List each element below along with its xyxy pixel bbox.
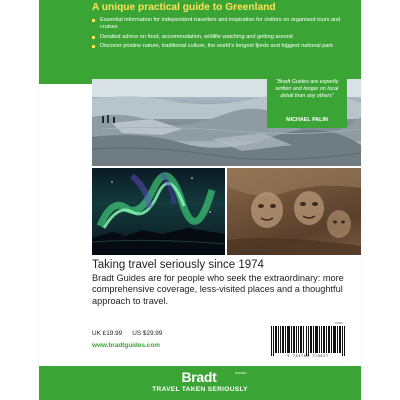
- feature-bullet: Essential information for independent travellers and inspiration for visitors on organised tours and cruises: [92, 17, 354, 31]
- quote-text: “Bradt Guides are expertly written and longer on local detail than any others”: [275, 79, 339, 99]
- feature-bullet: Discover pristine nature, traditional culture, the world’s longest fjords and biggest national park: [92, 43, 354, 50]
- bradt-logo: Bradt: [181, 369, 217, 385]
- publisher-description: Bradt Guides are for people who seek the extraordinary: more comprehensive coverage, less-visited places and a thoughtful approach to travel.: [92, 273, 344, 306]
- feature-bullets: [92, 17, 354, 52]
- price-line: [92, 330, 202, 337]
- feature-bullet: Detailed advice on food, accommodation, wildlife watching and getting around: [92, 34, 354, 41]
- top-info-panel: [39, 0, 361, 84]
- aurora-illustration: [92, 168, 225, 255]
- bullet-square-icon: [92, 45, 95, 48]
- quote-author: MICHAEL PALIN: [286, 117, 328, 123]
- barcode-addon-number: 52999: [335, 322, 343, 325]
- bullet-square-icon: [92, 19, 95, 22]
- stone-carving-photo: [227, 168, 361, 255]
- brand-slogan: TRAVEL TAKEN SERIOUSLY: [152, 386, 248, 393]
- aurora-photo: [92, 168, 225, 255]
- bullet-square-icon: [92, 36, 95, 39]
- uk-price: UK £19.99: [92, 330, 123, 337]
- logo-guides-mark: GUIDES: [235, 371, 247, 375]
- tagline: Taking travel seriously since 1974: [92, 259, 264, 271]
- us-price: US $29.99: [132, 330, 163, 337]
- isbn-number: 9 781784 779627: [287, 354, 329, 358]
- cover-headline: A unique practical guide to Greenland: [92, 2, 276, 13]
- quote-box: [267, 76, 347, 128]
- book-back-cover: [39, 0, 361, 400]
- carved-faces-illustration: [227, 168, 361, 255]
- website-link[interactable]: www.bradtguides.com: [92, 342, 160, 349]
- barcode-bars-icon: [269, 326, 347, 356]
